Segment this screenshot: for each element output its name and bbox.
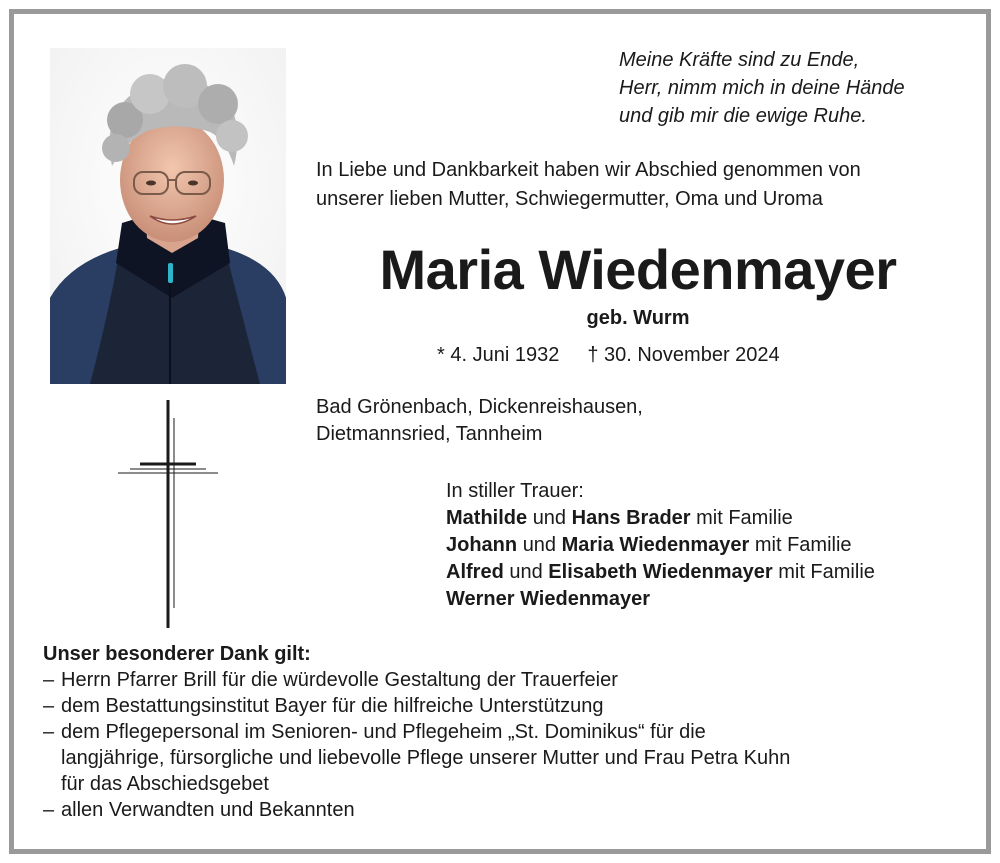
mourner-first: Johann bbox=[446, 534, 518, 556]
family-suffix: mit Familie bbox=[754, 534, 852, 556]
dash: – bbox=[43, 799, 55, 821]
deceased-name: Maria Wiedenmayer bbox=[379, 238, 897, 301]
and-word: und bbox=[522, 534, 557, 556]
thanks-item bbox=[43, 667, 790, 693]
thanks-line: langjährige, fürsorgliche und liebevolle Pflege unserer Mutter und Frau Petra Kuhn bbox=[61, 747, 791, 769]
death-date: † 30. November 2024 bbox=[587, 344, 780, 366]
mourner-second: Hans Brader bbox=[571, 507, 691, 529]
mourners-heading: In stiller Trauer: bbox=[446, 480, 584, 502]
mourner-first: Mathilde bbox=[446, 507, 528, 529]
thanks-line: allen Verwandten und Bekannten bbox=[61, 799, 355, 821]
thanks-item bbox=[43, 797, 790, 823]
thanks-heading: Unser besonderer Dank gilt: bbox=[43, 643, 311, 665]
family-suffix: mit Familie bbox=[696, 507, 793, 529]
intro-line: unserer lieben Mutter, Schwiegermutter, Oma und Uroma bbox=[316, 188, 823, 210]
dash: – bbox=[43, 669, 55, 691]
thanks-line: dem Bestattungsinstitut Bayer für die hilfreiche Unterstützung bbox=[61, 695, 604, 717]
dash: – bbox=[43, 695, 55, 717]
verse-line: Herr, nimm mich in deine Hände bbox=[619, 77, 905, 99]
portrait-illustration bbox=[50, 48, 286, 384]
verse-line: Meine Kräfte sind zu Ende, bbox=[619, 49, 860, 71]
maiden-name: geb. Wurm bbox=[586, 307, 690, 329]
thanks-item bbox=[43, 693, 790, 719]
birth-date: * 4. Juni 1932 bbox=[437, 344, 560, 366]
mourner-row bbox=[446, 505, 875, 532]
and-word: und bbox=[509, 561, 543, 583]
thanks-line: für das Abschiedsgebet bbox=[61, 773, 269, 795]
thanks-section bbox=[43, 641, 790, 823]
thanks-item bbox=[43, 719, 790, 797]
dash: – bbox=[43, 721, 55, 743]
places-line: Bad Grönenbach, Dickenreishausen, bbox=[316, 396, 643, 418]
mourner-row bbox=[446, 532, 875, 559]
thanks-line: Herrn Pfarrer Brill für die würdevolle Gestaltung der Trauerfeier bbox=[61, 669, 618, 691]
family-suffix: mit Familie bbox=[778, 561, 875, 583]
verse bbox=[619, 46, 905, 130]
life-dates bbox=[437, 341, 780, 369]
portrait-photo bbox=[50, 48, 286, 384]
intro-text bbox=[316, 156, 861, 214]
mourner-second: Elisabeth Wiedenmayer bbox=[548, 561, 773, 583]
mourner-first: Alfred bbox=[446, 561, 504, 583]
places bbox=[316, 394, 643, 448]
mourner-second: Maria Wiedenmayer bbox=[561, 534, 750, 556]
thanks-line: dem Pflegepersonal im Senioren- und Pflegeheim „St. Dominikus“ für die bbox=[61, 721, 706, 743]
mourners bbox=[446, 478, 875, 613]
mourner-single: Werner Wiedenmayer bbox=[446, 588, 650, 610]
cross-icon bbox=[110, 398, 230, 630]
and-word: und bbox=[532, 507, 567, 529]
mourner-row bbox=[446, 586, 875, 613]
intro-line: In Liebe und Dankbarkeit haben wir Abschied genommen von bbox=[316, 159, 861, 181]
verse-line: und gib mir die ewige Ruhe. bbox=[619, 105, 867, 127]
mourner-row bbox=[446, 559, 875, 586]
places-line: Dietmannsried, Tannheim bbox=[316, 423, 543, 445]
